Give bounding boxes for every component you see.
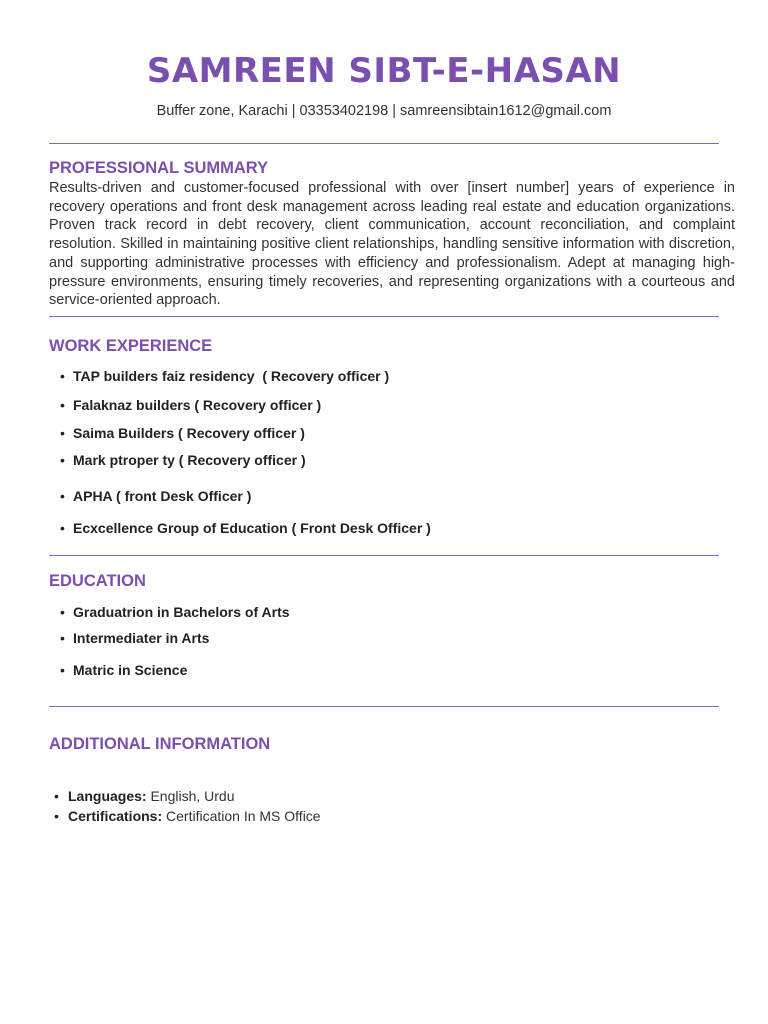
languages-label: Languages: <box>68 788 147 804</box>
education-heading: EDUCATION <box>49 572 146 590</box>
bullet-icon: • <box>54 808 59 824</box>
divider <box>49 706 719 707</box>
bullet-icon: • <box>60 488 65 504</box>
bullet-icon: • <box>60 604 65 620</box>
bullet-icon: • <box>60 630 65 646</box>
work-item: Ecxcellence Group of Education ( Front Desk Officer ) <box>73 520 431 536</box>
certifications-line <box>68 807 321 825</box>
certifications-value: Certification In MS Office <box>162 808 321 824</box>
languages-value: English, Urdu <box>146 788 235 804</box>
bullet-icon: • <box>60 368 65 384</box>
work-item: Mark ptroper ty ( Recovery officer ) <box>73 452 306 468</box>
bullet-icon: • <box>60 520 65 536</box>
work-item: Saima Builders ( Recovery officer ) <box>73 425 305 441</box>
additional-heading: ADDITIONAL INFORMATION <box>49 735 271 753</box>
work-item: Falaknaz builders ( Recovery officer ) <box>73 397 322 413</box>
work-heading: WORK EXPERIENCE <box>49 337 213 355</box>
divider <box>49 316 719 317</box>
bullet-icon: • <box>60 452 65 468</box>
education-item: Intermediater in Arts <box>73 630 210 646</box>
languages-line <box>68 787 235 805</box>
bullet-icon: • <box>60 662 65 678</box>
summary-text: Results-driven and customer-focused professional with over [insert number] years of experience in recovery operations and front desk management across leading real estate and education organizations. Proven track record in debt recovery, client communication, account reconciliation, and complaint resolution. Skilled in maintaining positive client relationships, handling sensitive information with discretion, and supporting administrative processes with efficiency and professionalism. Adept at managing high-pressure environments, ensuring timely recoveries, and representing organizations with a courteous and service-oriented approach. <box>49 180 735 309</box>
bullet-icon: • <box>54 788 59 804</box>
education-item: Matric in Science <box>73 662 188 678</box>
certifications-label: Certifications: <box>68 808 163 824</box>
work-item: TAP builders faiz residency ( Recovery officer ) <box>73 368 390 384</box>
bullet-icon: • <box>60 397 65 413</box>
bullet-icon: • <box>60 425 65 441</box>
divider <box>49 555 719 556</box>
candidate-name: SAMREEN SIBT-E-HASAN <box>146 51 622 91</box>
divider <box>49 143 719 144</box>
education-item: Graduatrion in Bachelors of Arts <box>73 604 290 620</box>
summary-heading: PROFESSIONAL SUMMARY <box>49 159 269 177</box>
work-item: APHA ( front Desk Officer ) <box>73 488 252 504</box>
contact-line: Buffer zone, Karachi | 03353402198 | samreensibtain1612@gmail.com <box>156 103 612 119</box>
